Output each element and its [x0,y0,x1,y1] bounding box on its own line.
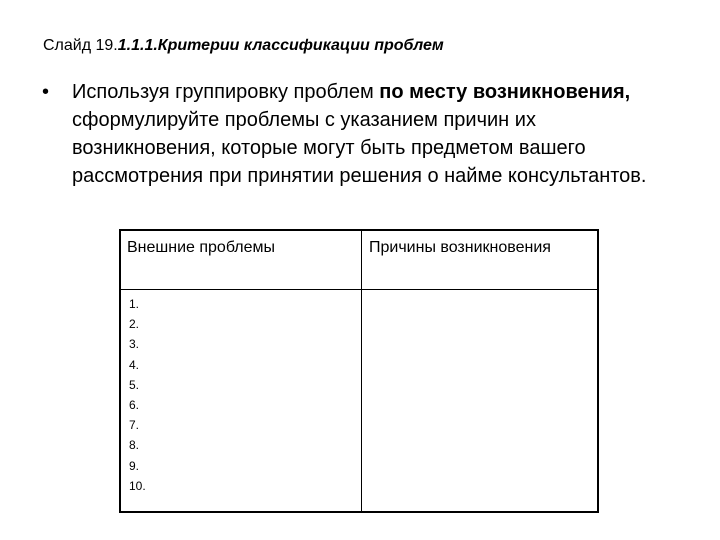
list-item: 3. [129,337,140,352]
list-item: 4. [129,357,140,372]
slide-title-emphasis: 1.1.1.Критерии классификации проблем [117,37,444,54]
bullet-marker-icon: • [42,81,50,103]
list-item: 5. [129,377,140,392]
list-item: 1. [129,297,140,311]
header-causes: Причины возникновения [369,239,551,256]
header-external-problems: Внешние проблемы [127,239,275,256]
problems-table [119,229,599,513]
table-column-divider [361,231,362,511]
slide-title-prefix: Слайд 19. [43,37,118,54]
list-item: 2. [129,317,140,332]
bullet-text-start: Используя группировку проблем [72,81,380,103]
list-item: 9. [129,458,140,473]
numbered-list [129,294,146,496]
bullet-item [42,78,682,190]
bullet-text-bold: по месту возникновения, [379,81,631,103]
slide-title [43,37,444,55]
list-item: 6. [129,398,140,413]
bullet-text [72,78,682,190]
list-item: 10. [129,478,146,493]
list-item: 7. [129,418,140,433]
list-item: 8. [129,438,140,453]
bullet-text-end: сформулируйте проблемы с указанием причин их возникновения, которые могут быть предметом вашего рассмотрения при принятии решения о найме консультантов. [72,109,647,187]
table-header-divider [121,289,597,290]
